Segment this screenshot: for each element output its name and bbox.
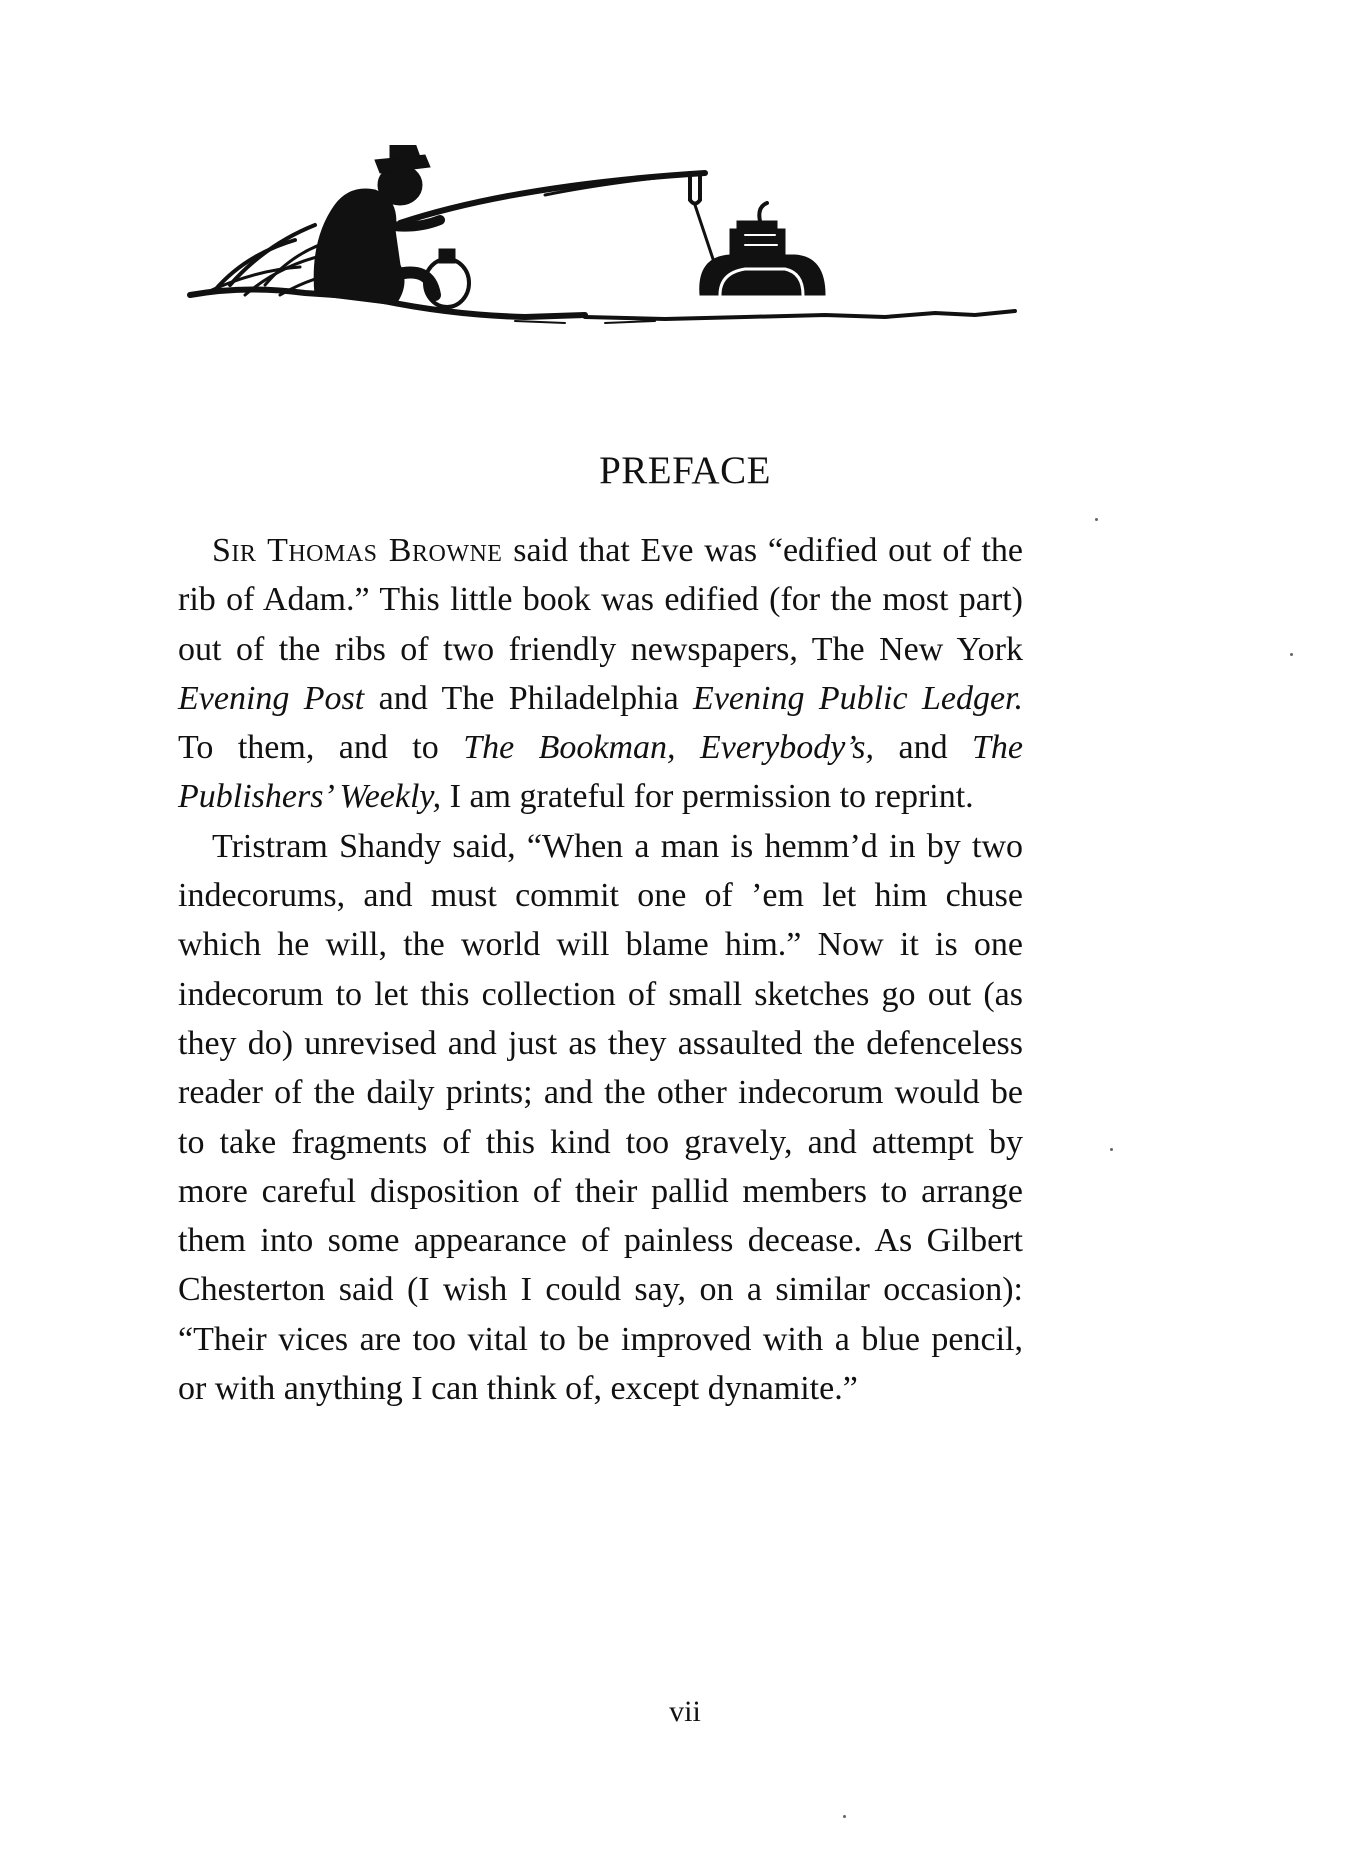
text-span: To them, and to [178,729,464,767]
scan-speck [1290,653,1293,656]
newspaper-title: Evening Post [178,679,365,717]
text-span: said that Eve was “edified out of the rib of Adam.” This little book was edified (for the most part) out of the ribs of two friendly newspapers, The New York [178,532,1023,668]
magazine-titles: The Bookman, Everybody’s, [463,729,875,767]
preface-body [178,526,1023,1413]
headpiece-illustration [185,145,1025,405]
paragraph-2: Tristram Shandy said, “When a man is hemm’d in by two indecorums, and must commit one of ’em let him chuse which he will, the world will blame him.” Now it is one indecorum to let this collection of small sketches go out (as they do) unrevised and just as they assaulted the defenceless reader of the daily prints; and the other indecorum would be to take fragments of this kind too gravely, and attempt by more careful disposition of their pallid members to arrange them into some appearance of painless decease. As Gilbert Chesterton said (I wish I could say, on a similar occasion): “Their vices are too vital to be improved with a blue pencil, or with anything I can think of, except dynamite.” [178,827,1023,1408]
scan-speck [1095,518,1098,521]
text-span: and The Philadelphia [364,679,694,717]
scan-speck [843,1815,846,1818]
page-number: vii [669,1695,701,1728]
text-span: and [874,729,973,767]
text-span: I am grateful for permission to reprint. [441,778,974,816]
paragraph-1 [178,526,1023,822]
page-heading: PREFACE [599,449,771,492]
fisherman-inkpot-drawing [185,145,1025,405]
newspaper-title: Evening Public Ledger. [693,679,1024,717]
magazine-title: The Publishers’ Weekly, [178,729,1024,816]
scan-speck [1110,1148,1113,1151]
author-name: Sir Thomas Browne [212,532,503,569]
